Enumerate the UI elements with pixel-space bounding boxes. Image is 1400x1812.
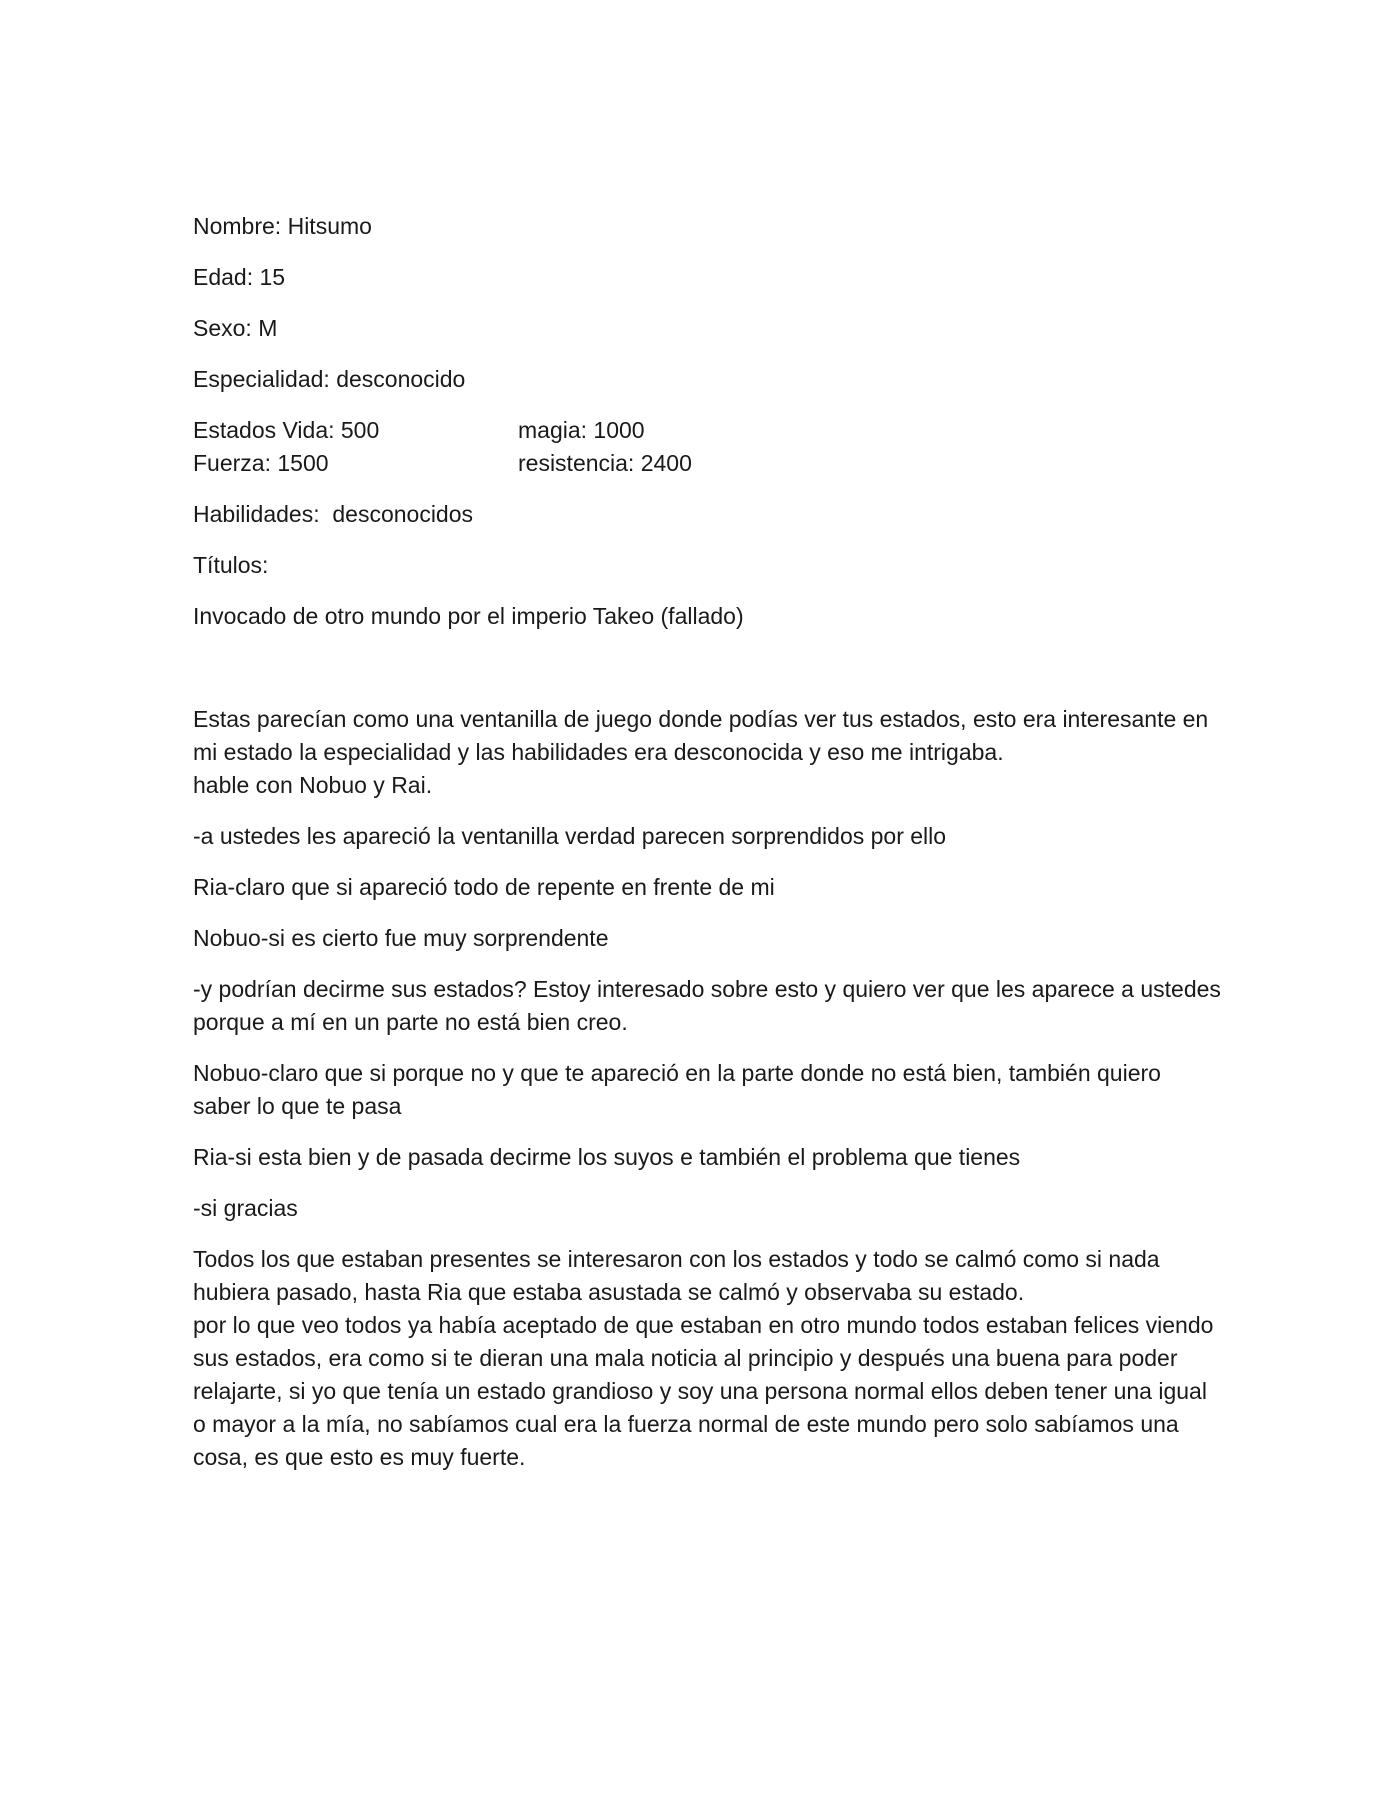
story-paragraph: hable con Nobuo y Rai.: [193, 772, 433, 798]
stats-row-1: [193, 414, 1223, 447]
nombre-field: Nombre: Hitsumo: [193, 213, 372, 239]
stats-row-2: [193, 447, 1223, 480]
document-body: [193, 210, 1223, 1474]
edad-field: Edad: 15: [193, 264, 286, 290]
dialogue-line: -a ustedes les apareció la ventanilla verdad parecen sorprendidos por ello: [193, 823, 947, 849]
magia-stat: magia: 1000: [518, 417, 645, 443]
dialogue-line: -si gracias: [193, 1195, 298, 1221]
story-paragraph: por lo que veo todos ya había aceptado de que estaban en otro mundo todos estaban felices viendo sus estados, era como si te dieran una mala noticia al principio y después una buena para poder relajarte, si yo que tenía un estado grandioso y soy una persona normal ellos deben tener una igual o mayor a la mía, no sabíamos cual era la fuerza normal de este mundo pero solo sabíamos una cosa, es que esto es muy fuerte.: [193, 1312, 1214, 1470]
dialogue-line: Ria-claro que si apareció todo de repente en frente de mi: [193, 874, 775, 900]
habilidades-field: Habilidades: desconocidos: [193, 501, 474, 527]
dialogue-line: -y podrían decirme sus estados? Estoy interesado sobre esto y quiero ver que les aparece a ustedes porque a mí en un parte no está bien creo.: [193, 976, 1221, 1035]
story-paragraph: Estas parecían como una ventanilla de juego donde podías ver tus estados, esto era interesante en mi estado la especialidad y las habilidades era desconocida y eso me intrigaba.: [193, 706, 1209, 765]
dialogue-line: Ria-si esta bien y de pasada decirme los suyos e también el problema que tienes: [193, 1144, 1021, 1170]
resistencia-stat: resistencia: 2400: [518, 450, 692, 476]
especialidad-field: Especialidad: desconocido: [193, 366, 466, 392]
vida-stat: Estados Vida: 500: [193, 417, 380, 443]
fuerza-stat: Fuerza: 1500: [193, 450, 329, 476]
stats-block: [193, 414, 1223, 480]
dialogue-line: Nobuo-si es cierto fue muy sorprendente: [193, 925, 609, 951]
sexo-field: Sexo: M: [193, 315, 278, 341]
dialogue-line: Nobuo-claro que si porque no y que te apareció en la parte donde no está bien, también quiero saber lo que te pasa: [193, 1060, 1161, 1119]
titulo-item: Invocado de otro mundo por el imperio Takeo (fallado): [193, 603, 744, 629]
titulos-label: Títulos:: [193, 552, 269, 578]
story-paragraph: Todos los que estaban presentes se interesaron con los estados y todo se calmó como si nada hubiera pasado, hasta Ria que estaba asustada se calmó y observaba su estado.: [193, 1246, 1160, 1305]
